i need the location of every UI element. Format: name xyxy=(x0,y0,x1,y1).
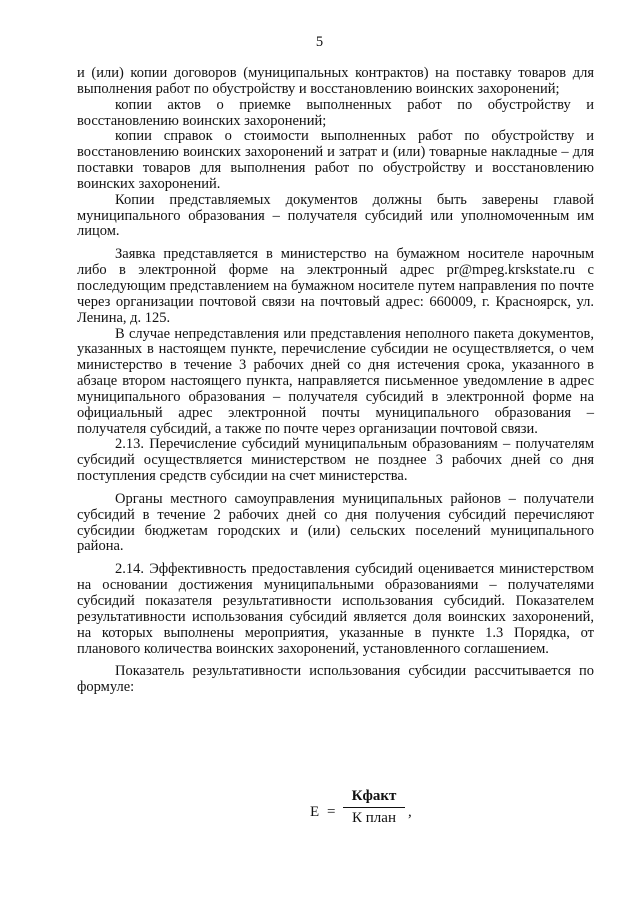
formula-trailing-comma: , xyxy=(408,804,412,820)
formula-fraction xyxy=(343,788,405,827)
page-number: 5 xyxy=(315,34,324,50)
formula-lhs: E xyxy=(310,804,320,820)
paragraph-formula-intro: Показатель результативности использования субсидии рассчитывается по формуле: xyxy=(77,663,594,696)
formula-denominator: К план xyxy=(352,810,396,826)
formula-numerator: Кфакт xyxy=(351,788,397,804)
fraction-bar xyxy=(343,807,405,808)
paragraph-district-transfer: Органы местного самоуправления муниципальных районов – получатели субсидий в течение 2 рабочих дней со дня получения субсидий перечисляют субсидии бюджетам городских и (или) сельских поселений муниципального района. xyxy=(77,490,594,555)
paragraph-acceptance-acts: копии актов о приемке выполненных работ по обустройству и восстановлению воинских захоронений; xyxy=(77,96,594,129)
formula-equals: = xyxy=(327,804,336,820)
paragraph-contracts: и (или) копии договоров (муниципальных контрактов) на поставку товаров для выполнения работ по обустройству и восстановлению воинских захоронений; xyxy=(77,65,594,97)
paragraph-incomplete-package: В случае непредставления или представления неполного пакета документов, указанных в настоящем пункте, перечисление субсидии не осуществляется, о чем министерство в течение 3 рабочих дней со дня истечения срока, указанного в абзаце втором настоящего пункта, направляется письменное уведомление в адрес муниципального образования – получателя субсидий в электронной форме на официальный адрес электронной почты муниципального образования – получателя субсидий, а также по почте через организации почтовой связи. xyxy=(77,325,594,437)
paragraph-application-submission: Заявка представляется в министерство на бумажном носителе нарочным либо в электронной форме на электронный адрес pr@mpeg.krskstate.ru с последующим представлением на бумажном носителе путем направления по почте через организации почтовой связи на почтовый адрес: 660009, г. Красноярск, ул. Ленина, д. 125. xyxy=(77,246,594,326)
document-body xyxy=(77,66,594,696)
paragraph-2-14-effectiveness: 2.14. Эффективность предоставления субсидий оценивается министерством на основании достижения муниципальными образованиями – получателями субсидий показателя результативности использования субсидий. Показателем результативности использования субсидий является доля воинских захоронений, на которых выполнены мероприятия, указанные в пункте 1.3 Порядка, от планового количества воинских захоронений, установленного соглашением. xyxy=(77,561,594,657)
paragraph-2-13-transfer: 2.13. Перечисление субсидий муниципальным образованиям – получателям субсидий осуществляется министерством не позднее 3 рабочих дней со дня поступления средств субсидии на счет министерства. xyxy=(77,436,594,485)
paragraph-cost-certificates: копии справок о стоимости выполненных работ по обустройству и восстановлению воинских захоронений и затрат и (или) товарные накладные – для поставки товаров для выполнения работ по обустройству и восстановлению воинских захоронений. xyxy=(77,128,594,192)
paragraph-document-certification: Копии представляемых документов должны быть заверены главой муниципального образования – получателя субсидий или уполномоченным им лицом. xyxy=(77,191,594,240)
effectiveness-formula xyxy=(310,788,430,838)
